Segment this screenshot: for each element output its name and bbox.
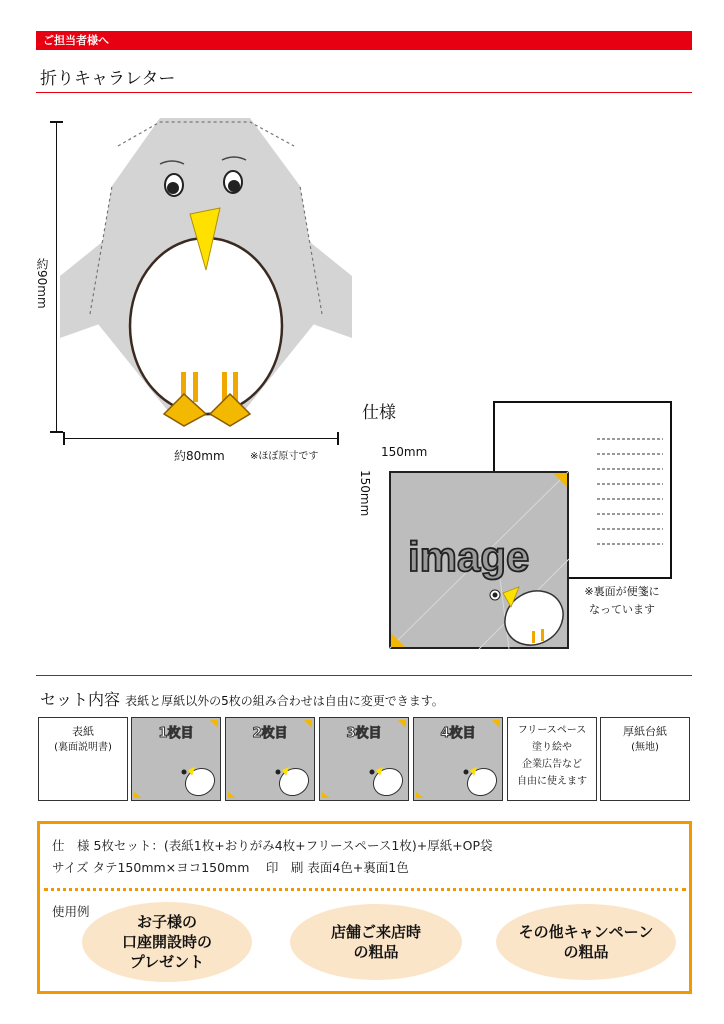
free-space-line4: 自由に使えます	[517, 776, 587, 787]
usage-bubble-account-opening	[82, 902, 252, 982]
height-dimension-label: 約90mm	[35, 258, 49, 309]
height-dimension-line	[56, 122, 57, 432]
header-bar: ご担当者様へ	[36, 31, 692, 50]
usage-2-line1: 店舗ご来店時	[330, 923, 421, 941]
usage-1-line1: お子様の	[136, 913, 197, 931]
usage-3-line2: の粗品	[563, 943, 609, 961]
spec-details-box	[37, 821, 692, 994]
usage-bubble-campaign	[496, 904, 676, 980]
usage-2-line2: の粗品	[353, 943, 399, 961]
section-divider	[36, 675, 692, 676]
sheet-card-3-number: 3枚目	[346, 726, 382, 741]
width-dimension-label: 約80mm	[174, 449, 225, 463]
backing-board-card	[600, 717, 690, 801]
front-origami-sheet	[389, 471, 569, 649]
sheet-height-label: 150mm	[358, 470, 372, 517]
back-note-line1: ※裏面が便箋に	[584, 585, 660, 598]
free-space-line3: 企業広告など	[522, 759, 582, 770]
penguin-illustration	[60, 116, 352, 434]
spec-set-line: 仕 様 5枚セット：(表紙1枚+おりがみ4枚+フリースペース1枚)+厚紙+OP袋	[52, 838, 493, 853]
sheet-card-2	[225, 717, 315, 801]
free-space-line2: 塗り絵や	[532, 742, 572, 753]
page-title: 折りキャラレター	[40, 69, 176, 89]
set-contents-heading	[40, 687, 444, 710]
set-contents-subtitle: 表紙と厚紙以外の5枚の組み合わせは自由に変更できます。	[125, 694, 444, 708]
actual-size-note: ※ほぼ原寸です	[250, 451, 319, 462]
spec-heading: 仕様	[362, 403, 396, 423]
cover-card-note: (裏面説明書)	[54, 742, 112, 753]
free-space-title: フリースペース	[517, 725, 587, 736]
backing-board-note: (無地)	[631, 742, 659, 753]
sheet-width-label: 150mm	[381, 445, 428, 459]
image-placeholder-text: image	[408, 533, 530, 580]
width-dimension-line	[64, 438, 338, 439]
sheet-card-1	[131, 717, 221, 801]
spec-size-line: サイズ タテ150mm×ヨコ150mm 印 刷 表面4色+裏面1色	[52, 860, 409, 875]
usage-1-line2: 口座開設時の	[121, 933, 212, 951]
set-contents-title: セット内容	[40, 690, 121, 709]
backing-board-title: 厚紙台紙	[623, 725, 667, 738]
usage-examples-label: 使用例	[52, 904, 90, 919]
sheet-card-1-number: 1枚目	[158, 726, 194, 741]
usage-1-line3: プレゼント	[129, 953, 205, 971]
cover-card-title: 表紙	[72, 725, 94, 738]
free-space-card	[507, 717, 597, 801]
title-divider	[36, 92, 692, 93]
sheet-card-4	[413, 717, 503, 801]
back-note-line2: なっています	[589, 603, 655, 616]
usage-bubble-store-visit	[290, 904, 462, 980]
usage-3-line1: その他キャンペーン	[518, 923, 654, 941]
sheet-card-2-number: 2枚目	[252, 726, 288, 741]
dotted-divider	[44, 888, 686, 891]
sheet-card-3	[319, 717, 409, 801]
cover-card	[38, 717, 128, 801]
sheet-card-4-number: 4枚目	[440, 726, 476, 741]
back-side-note	[576, 583, 668, 619]
